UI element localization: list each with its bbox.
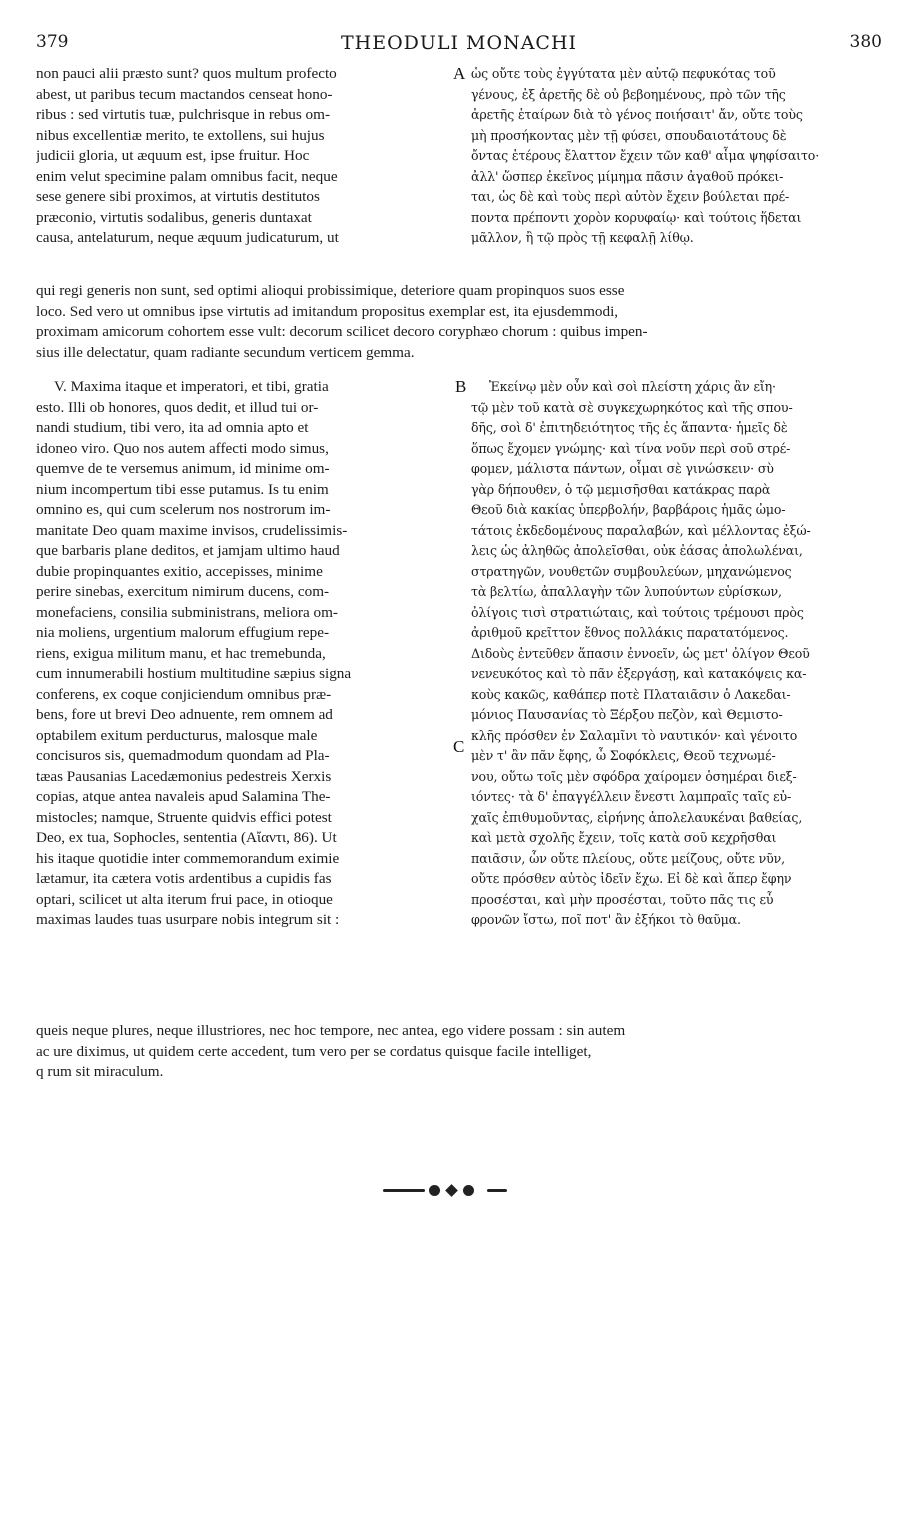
page-header (36, 32, 882, 58)
latin-text-line: V. Maxima itaque et imperatori, et tibi, gratia (54, 378, 329, 395)
latin-column-a (36, 64, 446, 249)
greek-text-line: παιᾶσιν, ὧν οὔτε πλείους, οὔτε μείζους, οὔτε νῦν, (471, 850, 785, 866)
latin-text-line: manitate Deo quam maxime invisos, crudelissimis- (36, 521, 348, 539)
latin-text-line: loco. Sed vero ut omnibus ipse virtutis ad imitandum propositus exemplar est, ita ejusdemmodi, (36, 302, 619, 320)
latin-text-line: Deo, ex tua, Sophocles, sententia (Αἴαντι, 86). Ut (36, 829, 337, 846)
greek-text-line: ται, ὡς δὲ καὶ τοὺς περὶ αὐτὸν ἔχειν βούλεται πρέ- (471, 189, 790, 204)
greek-text-line: τὰ βελτίω, ἀπαλλαγὴν τῶν λυπούντων εὑρίσκων, (471, 584, 782, 599)
greek-text-line: ιόντες· τὰ δ' ἐπαγγέλλειν ἔνεστι λαμπραῖς ταῖς εὐ- (471, 789, 792, 804)
latin-text-line: monefaciens, consilia subministrans, meliora om- (36, 603, 338, 621)
latin-text-line: quemve de te versemus animum, id minime om- (36, 460, 330, 477)
latin-text-line: cum innumerabili hostium multitudine sæpius signa (36, 665, 352, 682)
latin-text-line: sese genere sibi proximos, at virtutis destitutos (36, 188, 320, 205)
latin-text-line: enim velut specimine palam omnibus facit, neque (36, 167, 338, 185)
latin-text-line: mistocles; namque, Struente quidvis effici potest (36, 808, 332, 826)
latin-text-line: nibus excellentiæ merito, te extollens, sui hujus (36, 126, 325, 144)
greek-text-line: Διδοὺς ἐντεῦθεν ἅπασιν ἐννοεῖν, ὡς μετ' ὀλίγον Θεοῦ (471, 645, 810, 661)
greek-text-line: προσέσται, καὶ μὴν προσέσται, τοῦτο πᾶς τις εὖ (471, 891, 774, 907)
greek-text-line: νενευκότος καὶ τὸ πᾶν ἐξεργάσῃ, καὶ κατακόψεις κα- (471, 666, 807, 681)
greek-text-line: ὅπως ἔχομεν γνώμης· καὶ τίνα νοῦν περὶ σοῦ στρέ- (471, 440, 791, 456)
latin-text-line: causa, antelaturum, neque æquum judicaturum, ut (36, 229, 339, 246)
greek-text-line: ὡς οὔτε τοὺς ἐγγύτατα μὲν αὐτῷ πεφυκότας τοῦ (471, 66, 776, 81)
latin-text-line: his itaque quotidie inter commemorandum eximie (36, 849, 340, 867)
latin-text-line: optari, scilicet ut alta iterum frui pace, in otioque (36, 890, 333, 908)
latin-text-line: optabilem exitum perducturus, malosque male (36, 726, 318, 744)
greek-text-line: γὰρ δήπουθεν, ὁ τῷ μεμισῆσθαι κατάκρας παρὰ (471, 481, 771, 497)
section-marker-a: A (453, 64, 466, 83)
section-marker-c: C (453, 737, 465, 756)
latin-text-line: lætamur, ita cætera votis ardentibus a cupidis fas (36, 870, 332, 887)
latin-text-line: omnino es, qui cum scelerum nos nostrorum im- (36, 501, 331, 518)
greek-text-line: μὴ προσήκοντας μὲν τῇ φύσει, σπουδαιοτάτους δὲ (471, 127, 787, 143)
greek-text-line: τῷ μὲν τοῦ κατὰ σὲ συγκεχωρηκότος καὶ τῆς σπου- (471, 399, 793, 415)
latin-text-line: idoneo viro. Quo nos autem affecti modo simus, (36, 439, 329, 457)
greek-text-line: φρονῶν ἴστω, ποῖ ποτ' ἂν ἐξήκοι τὸ θαῦμα. (471, 912, 741, 927)
page-number-right: 380 (849, 32, 882, 52)
greek-text-line: χαῖς ἐπιθυμοῦντας, εἰρήνης ἀπολελαυκέναι βαθείας, (471, 809, 803, 825)
latin-text-line: qui regi generis non sunt, sed optimi alioqui probissimique, deteriore quam propinquos suos esse (36, 282, 625, 299)
greek-text-line: μᾶλλον, ἢ τῷ πρὸς τῇ κεφαλῇ λίθῳ. (471, 230, 694, 245)
latin-text-line: q rum sit miraculum. (36, 1063, 164, 1080)
greek-text-line: μόνιος Παυσανίας τὸ Ξέρξου πεζὸν, καὶ Θεμιστο- (471, 707, 783, 722)
latin-text-line: queis neque plures, neque illustriores, nec hoc tempore, nec antea, ego videre possam : sin autem (36, 1022, 626, 1039)
latin-text-line: præconio, virtutis sodalibus, generis duntaxat (36, 208, 312, 226)
greek-column-b (471, 377, 882, 931)
greek-text-line: ὄντας ἑτέρους ἔλαττον ἔχειν τῶν καθ' αἷμα ψηφίσαιτο· (471, 148, 820, 163)
greek-text-line: ἀρετῆς ἑταίρων διὰ τὸ γένος ποιήσαιτ' ἄν, οὔτε τοὺς (471, 107, 803, 122)
greek-text-line: Ἐκείνῳ μὲν οὖν καὶ σοὶ πλείστη χάρις ἂν εἴη· (489, 379, 776, 394)
latin-text-line: esto. Illi ob honores, quos dedit, et illud tui or- (36, 398, 319, 416)
latin-text-line: dubie propinquantes exitio, accepisses, minime (36, 562, 323, 580)
latin-text-line: bens, fore ut brevi Deo adnuente, rem omnem ad (36, 706, 333, 723)
latin-text-line: tæas Pausanias Lacedæmonius pedestreis Xerxis (36, 767, 332, 785)
latin-text-line: sius ille delectatur, quam radiante secundum verticem gemma. (36, 343, 415, 361)
latin-text-line: non pauci alii præsto sunt? quos multum profecto (36, 65, 337, 82)
page-number-left: 379 (36, 32, 69, 52)
greek-text-line: στρατηγῶν, νουθετῶν συμβουλεύων, μηχανώμενος (471, 563, 792, 579)
decorative-ornament (383, 1183, 507, 1199)
greek-text-line: Θεοῦ διὰ κακίας ὑπερβολήν, βαρβάροις ἡμᾶς ὠμο- (471, 502, 786, 517)
greek-text-line: οὔτε πρόσθεν αὐτὸς ἰδεῖν ἔχω. Εἰ δὲ καὶ ἅπερ ἔφην (471, 871, 792, 886)
greek-text-line: ποντα πρέποντι χορὸν κορυφαίῳ· καὶ τούτοις ἥδεται (471, 209, 802, 225)
latin-text-line: copias, atque antea navaleis apud Salamina The- (36, 788, 331, 805)
latin-text-line: judicii gloria, ut æquum est, ipse fruitur. Hoc (36, 147, 310, 164)
greek-text-line: φομεν, μάλιστα πάντων, οἶμαι σὲ γινώσκειν· σὺ (471, 461, 774, 476)
latin-text-line: que barbaris plane deditos, et jamjam ultimo haud (36, 542, 340, 559)
latin-text-line: riens, exigua militum manu, et hac tremebunda, (36, 644, 326, 662)
latin-text-line: nandi studium, tibi vero, ita ad omnia apto et (36, 419, 309, 436)
section-marker-b: B (455, 377, 467, 396)
latin-text-line: ac ure diximus, ut quidem certe accedent, tum vero per se cordatus quisque facile intelliget, (36, 1042, 592, 1060)
greek-text-line: γένους, ἐξ ἀρετῆς δὲ οὐ βεβοημένους, πρὸ τῶν τῆς (471, 86, 786, 102)
greek-text-line: κοὺς κακῶς, καθάπερ ποτὲ Πλαταιᾶσιν ὁ Λακεδαι- (471, 686, 791, 702)
greek-text-line: ἀλλ' ὥσπερ ἐκεῖνος μίμημα πᾶσιν ἀγαθοῦ πρόκει- (471, 168, 784, 184)
latin-text-line: maximas laudes tuas usurpare nobis integrum sit : (36, 911, 340, 928)
latin-text-line: conferens, ex coque conjiciendum omnibus præ- (36, 685, 332, 703)
latin-column-b (36, 377, 446, 931)
latin-text-line: proximam amicorum cohortem esse vult: decorum scilicet decoro coryphæo chorum : quibus impen- (36, 323, 648, 340)
latin-text-line: perire sinebas, exercitum nimirum ducens, com- (36, 583, 330, 600)
greek-text-line: νου, οὕτω τοῖς μὲν σφόδρα χαίρομεν ὁσημέραι διεξ- (471, 768, 797, 784)
greek-text-line: δῆς, σοὶ δ' ἐπιτηδειότητος τῆς ἐς ἅπαντα· ἡμεῖς δὲ (471, 420, 788, 435)
latin-text-line: ribus : sed virtutis tuæ, pulchrisque in rebus om- (36, 106, 331, 123)
latin-full-width-1 (36, 281, 882, 363)
latin-text-line: abest, ut paribus tecum mactandos censeat hono- (36, 85, 333, 103)
running-title: THEODULI MONACHI (340, 32, 578, 54)
greek-text-line: καὶ μετὰ σχολῆς ἔχειν, τοῖς κατὰ σοῦ κεχρῆσθαι (471, 830, 777, 845)
latin-text-line: nium incompertum tibi esse putamus. Is tu enim (36, 480, 329, 498)
latin-full-width-2 (36, 1021, 882, 1083)
greek-column-a (471, 64, 882, 249)
greek-text-line: τάτοις ἐκδεδομένους παραλαβών, καὶ μέλλοντας ἐξώ- (471, 522, 811, 538)
greek-text-line: ἀριθμοῦ κρεῖττον ἔθνος πολλάκις παρατατόμενος. (471, 625, 789, 640)
greek-text-line: ὀλίγοις τισὶ στρατιώταις, καὶ τούτοις τρέμουσι πρὸς (471, 604, 804, 620)
greek-text-line: λεις ὡς ἀληθῶς ἀπολεῖσθαι, οὐκ ἐάσας ἀπολωλέναι, (471, 543, 803, 558)
greek-text-line: κλῆς πρόσθεν ἐν Σαλαμῖνι τὸ ναυτικόν· καὶ γένοιτο (471, 727, 798, 743)
latin-text-line: concisuros sis, quemadmodum quondam ad Pla- (36, 747, 330, 764)
greek-text-line: μὲν τ' ἂν πᾶν ἔφης, ὦ Σοφόκλεις, Θεοῦ τεχνωμέ- (471, 748, 776, 763)
latin-text-line: nia moliens, urgentium malorum effugium repe- (36, 624, 329, 641)
